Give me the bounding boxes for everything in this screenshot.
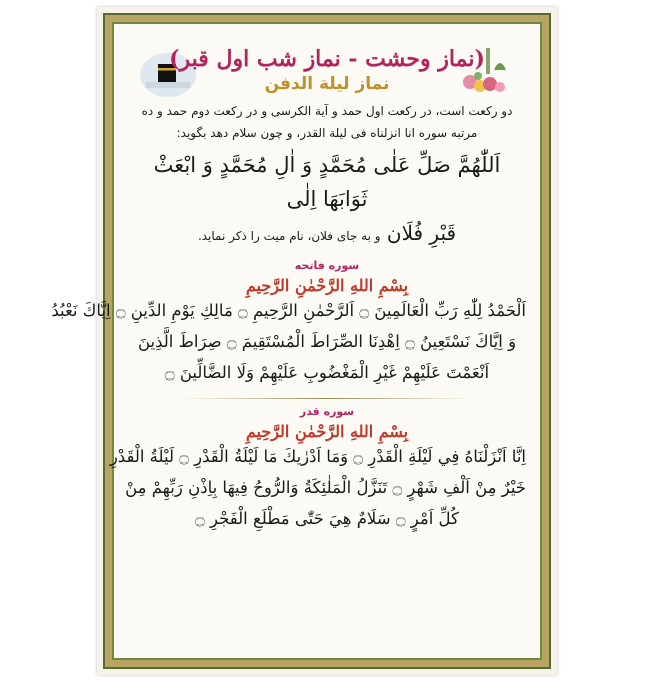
divider <box>180 398 474 399</box>
bismillah: بِسْمِ اللهِ الرَّحْمٰنِ الرَّحِيمِ <box>245 276 409 295</box>
document-body <box>51 28 534 654</box>
instruction-line: دو رکعت است، در رکعت اول حمد و آیة الکرسی و در رکعت دوم حمد و ده <box>141 104 513 118</box>
card-inner <box>51 22 542 660</box>
verse-line: خَيْرٌ مِنْ اَلْفِ شَهْرٍ ۝ تَنَزَّلُ الْمَلٰئِكَةُ وَالرُّوحُ فِيهَا بِاِذْنِ رَبِّهِمْ مِنْ <box>125 478 526 497</box>
verse-line: كُلِّ اَمْرٍ ۝ سَلَامٌ هِيَ حَتّٰى مَطْلَعِ الْفَجْرِ ۝ <box>195 509 459 528</box>
prayer-card <box>51 7 557 675</box>
dua-note: و به جای فلان، نام میت را ذکر نماید. <box>197 229 381 243</box>
arabic-subtitle: نماز ليلة الدفن <box>264 74 390 94</box>
verse-line: اِنَّا اَنْزَلْنَاهُ فِي لَيْلَةِ الْقَدْرِ ۝ وَمَا اَدْرٰيكَ مَا لَيْلَةُ الْقَدْرِ ۝ لَيْلَةُ الْقَدْرِ <box>109 447 526 466</box>
section-heading-fatiha: سوره فاتحه <box>294 259 360 272</box>
instructions <box>134 100 520 144</box>
page-title: (نماز وحشت - نماز شب اول قبر) <box>169 46 485 72</box>
section-heading-qadr: سوره قدر <box>299 405 355 418</box>
dua-text <box>130 148 524 253</box>
dua-line <box>130 216 524 253</box>
instruction-line: مرتبه سوره انا انزلناه فی لیلة القدر، و چون سلام دهد بگوید: <box>176 126 478 140</box>
ornamental-border <box>51 13 551 669</box>
verse-line: اَلْحَمْدُ لِلّٰهِ رَبِّ الْعَالَمِينَ ۝ اَلرَّحْمٰنِ الرَّحِيمِ ۝ مَالِكِ يَوْمِ الدِّينِ ۝ اِيَّاكَ نَعْبُدُ <box>51 301 526 320</box>
dua-line-end: قَبْرِ فُلَان <box>386 221 457 245</box>
verse-line: اَنْعَمْتَ عَلَيْهِمْ غَيْرِ الْمَغْضُوبِ عَلَيْهِمْ وَلَا الضَّالِّينَ ۝ <box>164 363 490 382</box>
verse-line: وَ اِيَّاكَ نَسْتَعِينُ ۝ اِهْدِنَا الصِّرَاطَ الْمُسْتَقِيمَ ۝ صِرَاطَ الَّذِينَ <box>137 332 517 351</box>
bismillah: بِسْمِ اللهِ الرَّحْمٰنِ الرَّحِيمِ <box>245 422 409 441</box>
dua-line: اَللّٰهُمَّ صَلِّ عَلٰى مُحَمَّدٍ وَ اٰلِ مُحَمَّدٍ وَ ابْعَثْ ثَوَابَهَا اِلٰى <box>153 153 501 211</box>
